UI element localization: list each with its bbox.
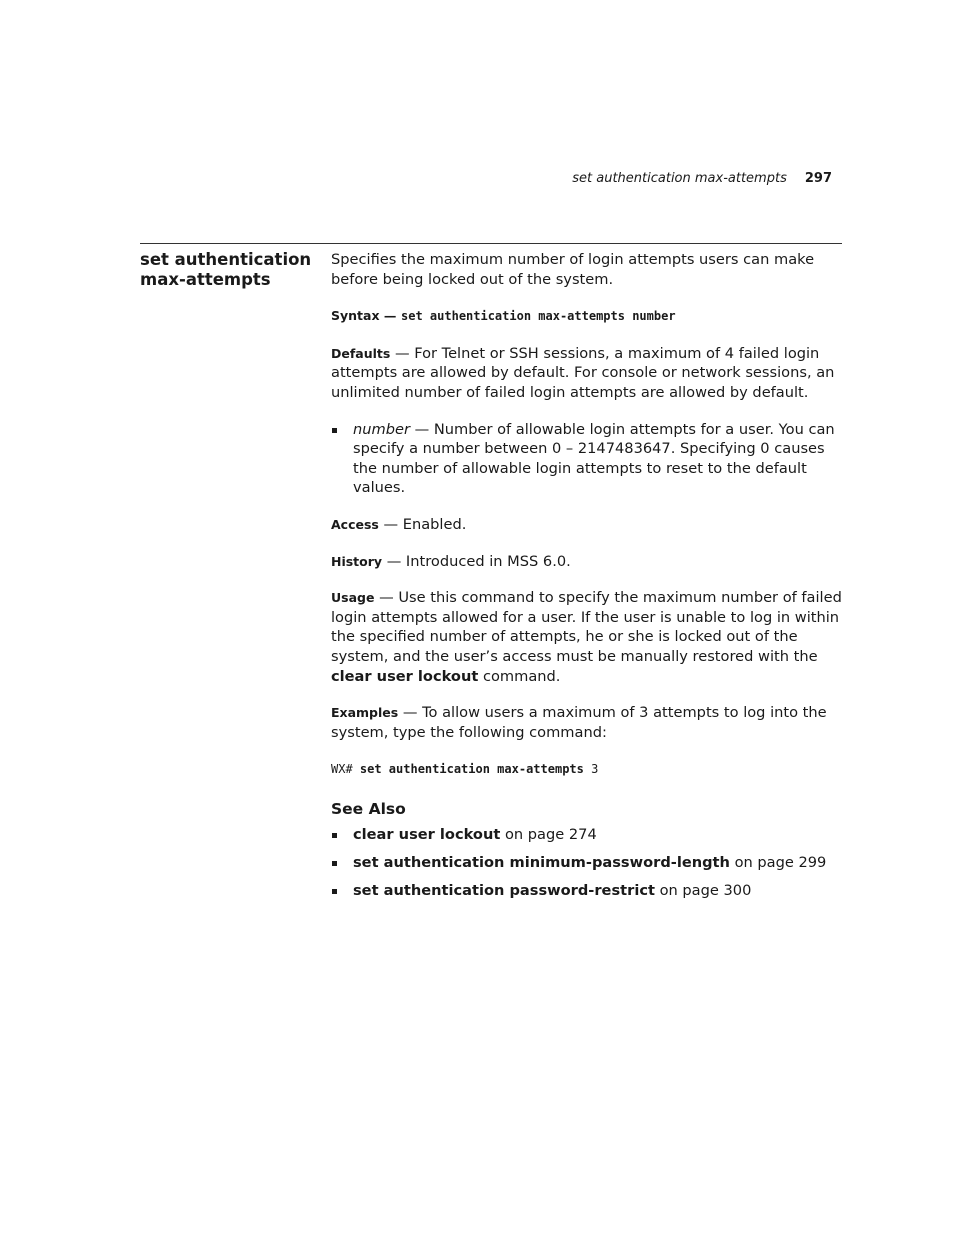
defaults-label: Defaults (331, 345, 391, 361)
examples-text: — To allow users a maximum of 3 attempts to log into the system, type the following command: (331, 704, 827, 741)
usage-command: clear user lockout (331, 667, 479, 685)
history-label: History (331, 553, 383, 569)
see-also-page: on page 299 (729, 854, 827, 872)
examples-label: Examples (331, 705, 399, 721)
access-text: — Enabled. (378, 515, 467, 533)
access-label: Access (331, 516, 379, 532)
section-title (140, 250, 320, 290)
examples-paragraph (331, 703, 843, 742)
see-also-heading: See Also (331, 799, 406, 818)
example-arg: 3 (583, 762, 599, 777)
access-paragraph (331, 515, 843, 535)
see-also-link[interactable]: set authentication minimum-password-length (353, 854, 730, 872)
list-item (331, 420, 843, 498)
param-name: number (353, 420, 410, 438)
syntax-line (331, 306, 843, 327)
running-header (572, 171, 832, 186)
intro-paragraph: Specifies the maximum number of login attempts users can make before being locked out of the system. (331, 251, 815, 288)
section-title-line2: max-attempts (140, 270, 271, 289)
usage-label: Usage (331, 590, 375, 606)
history-text: — Introduced in MSS 6.0. (382, 552, 571, 570)
defaults-paragraph (331, 344, 843, 403)
syntax-command: set authentication max-attempts number (401, 309, 676, 324)
see-also-link[interactable]: clear user lockout (353, 826, 501, 844)
example-code (331, 759, 843, 780)
see-also-link[interactable]: set authentication password-restrict (353, 881, 655, 899)
syntax-label: Syntax — (331, 308, 397, 324)
section-divider (140, 243, 842, 244)
usage-paragraph (331, 588, 843, 686)
see-also-item[interactable] (331, 881, 843, 901)
history-paragraph (331, 552, 843, 572)
param-text: — Number of allowable login attempts for a user. You can specify a number between 0 – 2147483647. Specifying 0 causes the number of allowable login attempts to reset to the default values. (353, 420, 835, 497)
see-also-item[interactable] (331, 825, 843, 845)
example-command: set authentication max-attempts (359, 762, 584, 777)
section-title-line1: set authentication (140, 250, 312, 269)
running-header-title: set authentication max-attempts (572, 171, 787, 186)
see-also-list (331, 825, 843, 900)
see-also-page: on page 300 (654, 881, 752, 899)
section-body (331, 250, 843, 908)
defaults-text: — For Telnet or SSH sessions, a maximum of 4 failed login attempts are allowed by default. For console or network sessions, an unlimited number of failed login attempts are allowed by default. (331, 344, 835, 401)
see-also-item[interactable] (331, 853, 843, 873)
example-prompt: WX# (331, 762, 360, 777)
usage-text: — Use this command to specify the maximum number of failed login attempts allowed for a user. If the user is unable to log in within the specified number of attempts, he or she is locked out of the system, and the user’s access must be manually restored with the (331, 589, 842, 665)
usage-tail: command. (478, 667, 561, 685)
parameter-list (331, 420, 843, 498)
see-also-page: on page 274 (500, 826, 597, 844)
page-number: 297 (804, 171, 832, 186)
